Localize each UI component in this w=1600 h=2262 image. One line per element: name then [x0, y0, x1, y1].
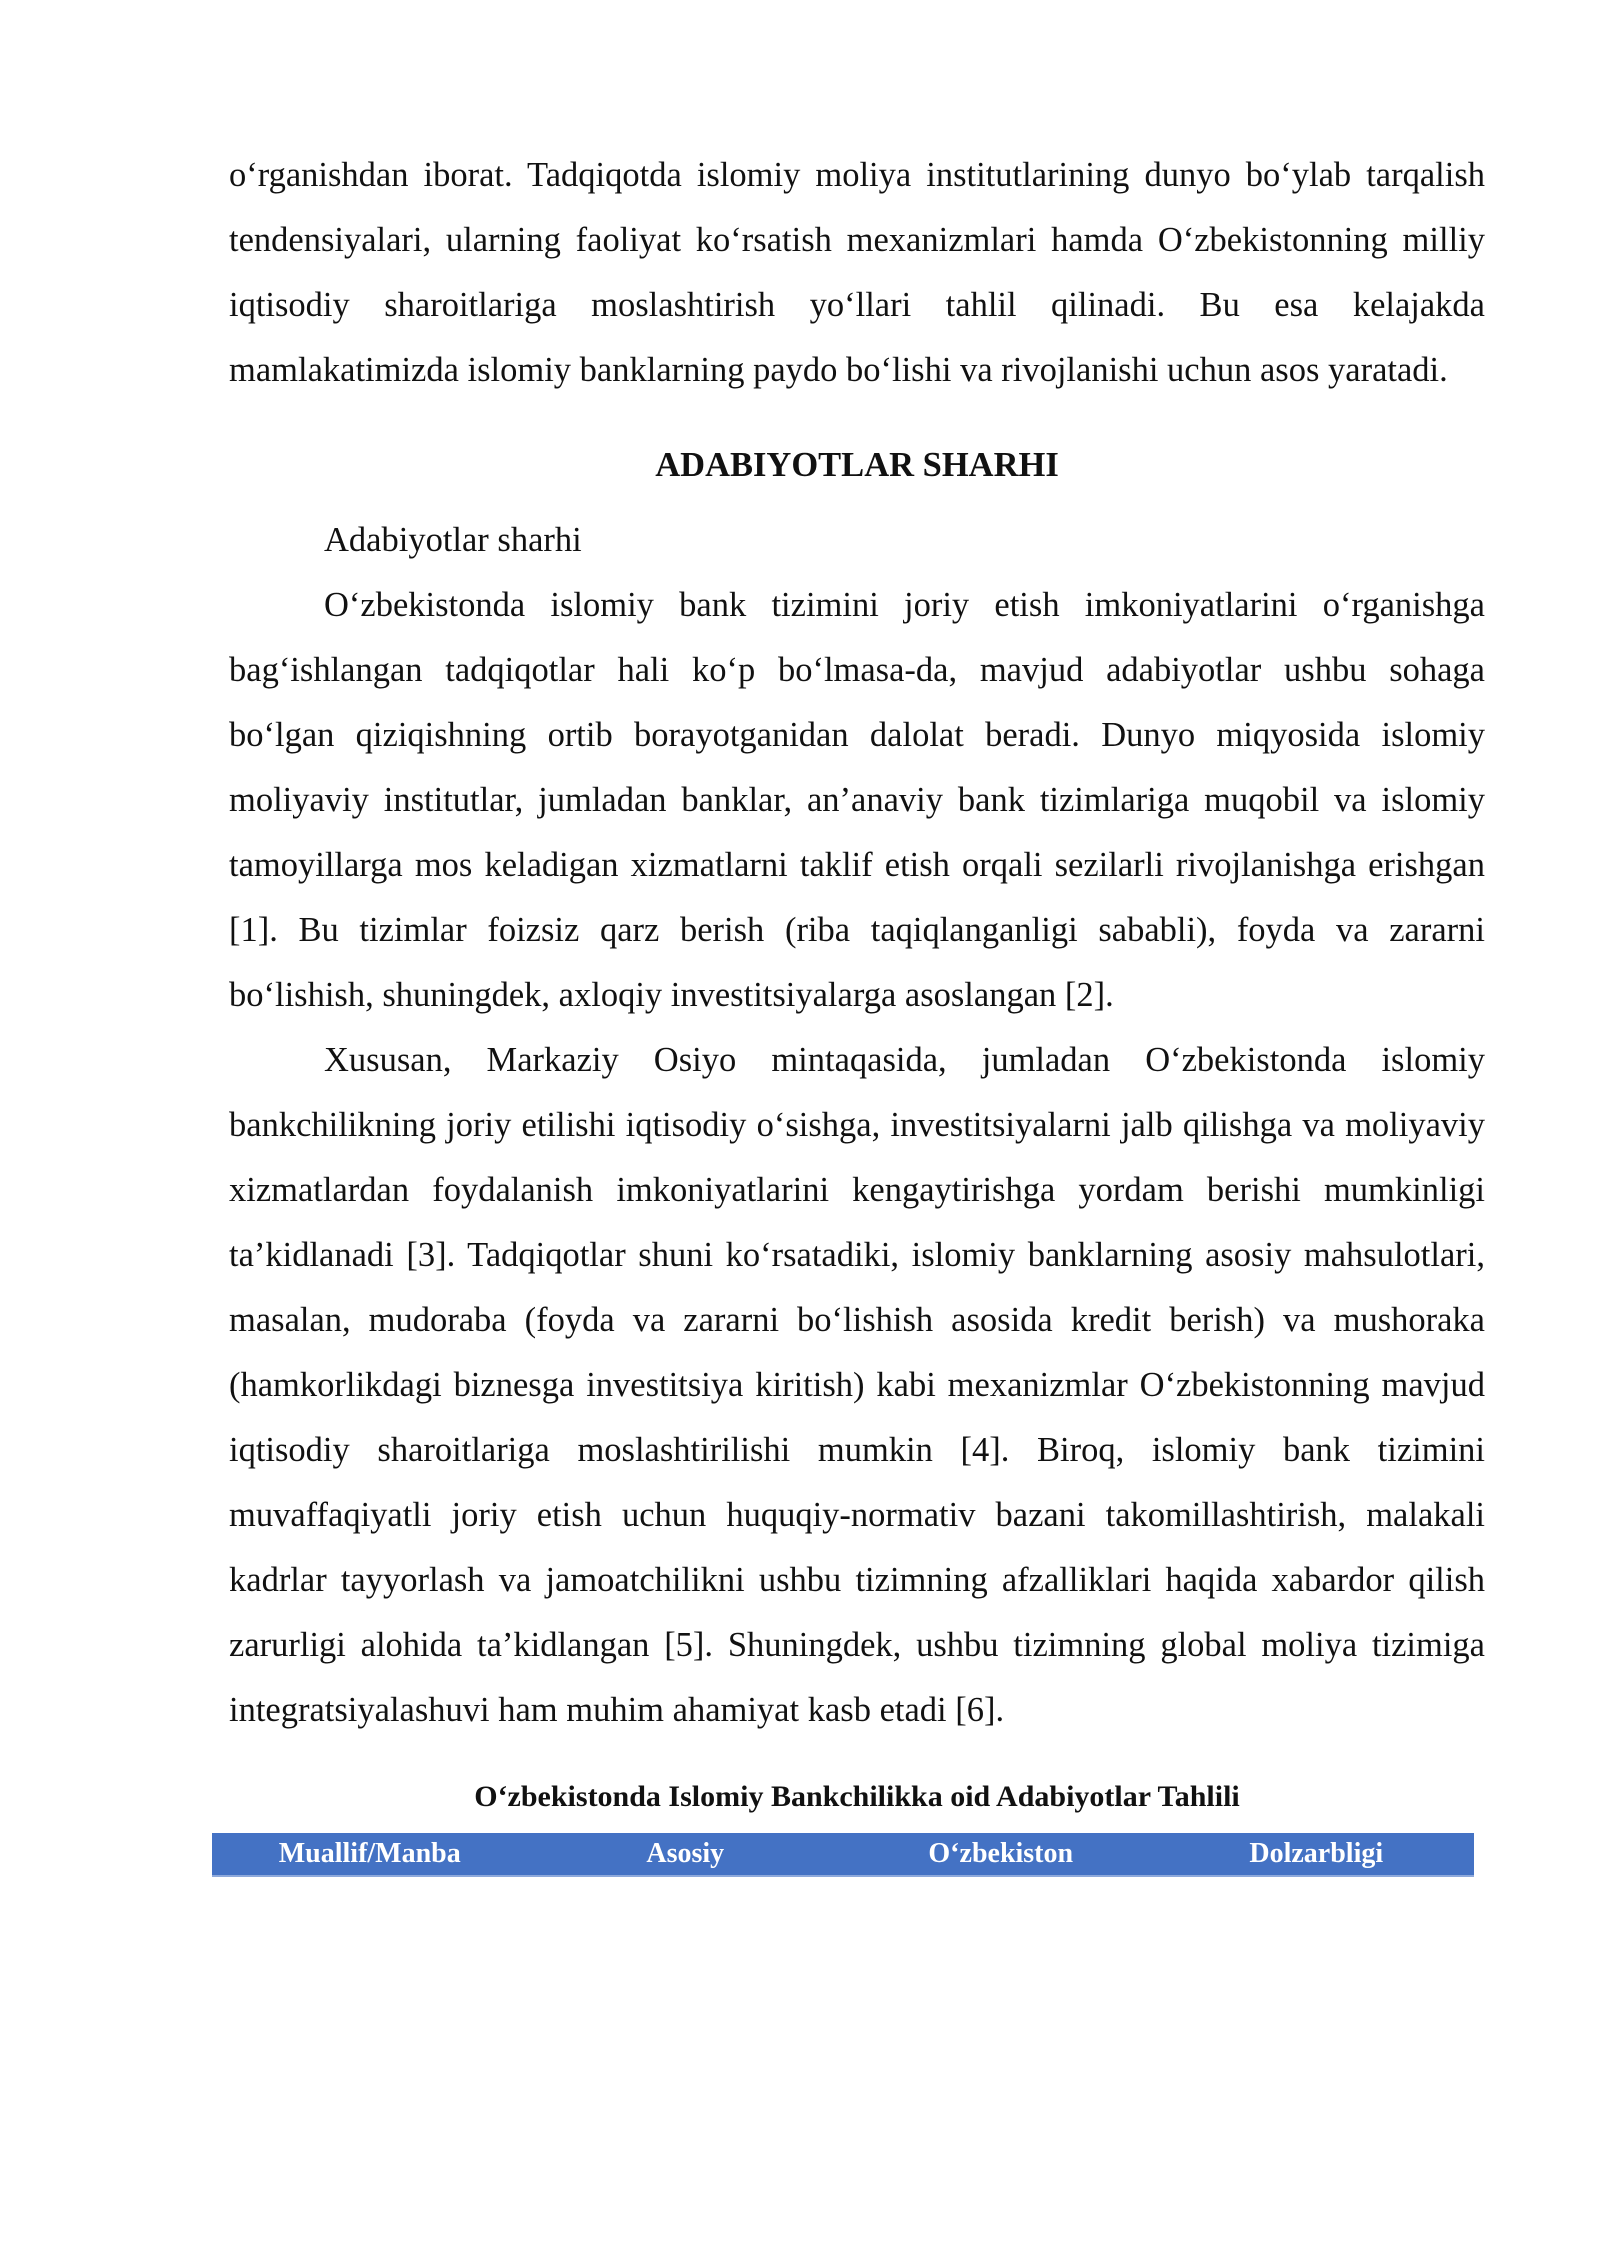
table-header-relevance: Dolzarbligi: [1249, 1838, 1384, 1869]
section-heading: ADABIYOTLAR SHARHI: [655, 446, 1059, 484]
table-header-main: Asosiy: [646, 1838, 725, 1869]
table-header-author: Muallif/Manba: [278, 1838, 461, 1869]
document-body: [229, 143, 1485, 1877]
table-caption: O‘zbekistonda Islomiy Bankchilikka oid Adabiyotlar Tahlili: [474, 1780, 1240, 1813]
body-paragraph-1: O‘zbekistonda islomiy bank tizimini joriy etish imkoniyatlarini o‘rganishga bag‘ishlangan tadqiqotlar hali ko‘p bo‘lmasa-da, mavjud adabiyotlar ushbu sohaga bo‘lgan qiziqishning ortib borayotganidan dalolat beradi. Dunyo miqyosida islomiy moliyaviy institutlar, jumladan banklar, an’anaviy bank tizimlariga muqobil va islomiy tamoyillarga mos keladigan xizmatlarni taklif etish orqali sezilarli rivojlanishga erishgan [1]. Bu tizimlar foizsiz qarz berish (riba taqiqlanganligi sababli), foyda va zararni bo‘lishish, shuningdek, axloqiy investitsiyalarga asoslangan [2].: [229, 586, 1485, 1014]
intro-paragraph: o‘rganishdan iborat. Tadqiqotda islomiy moliya institutlarining dunyo bo‘ylab tarqalish tendensiyalari, ularning faoliyat ko‘rsatish mexanizmlari hamda O‘zbekistonning milliy iqtisodiy sharoitlariga moslashtirish yo‘llari tahlil qilinadi. Bu esa kelajakda mamlakatimizda islomiy banklarning paydo bo‘lishi va rivojlanishi uchun asos yaratadi.: [229, 156, 1485, 389]
body-paragraph-2: Xususan, Markaziy Osiyo mintaqasida, jumladan O‘zbekistonda islomiy bankchilikning joriy etilishi iqtisodiy o‘sishga, investitsiyalarni jalb qilishga va moliyaviy xizmatlardan foydalanish imkoniyatlarini kengaytirishga yordam berishi mumkinligi ta’kidlanadi [3]. Tadqiqotlar shuni ko‘rsatadiki, islomiy banklarning asosiy mahsulotlari, masalan, mudoraba (foyda va zararni bo‘lishish asosida kredit berish) va mushoraka (hamkorlikdagi biznesga investitsiya kiritish) kabi mexanizmlar O‘zbekistonning mavjud iqtisodiy sharoitlariga moslashtirilishi mumkin [4]. Biroq, islomiy bank tizimini muvaffaqiyatli joriy etish uchun huquqiy-normativ bazani takomillashtirish, malakali kadrlar tayyorlash va jamoatchilikni ushbu tizimning afzalliklari haqida xabardor qilish zarurligi alohida ta’kidlangan [5]. Shuningdek, ushbu tizimning global moliya tizimiga integratsiyalashuvi ham muhim ahamiyat kasb etadi [6].: [229, 1041, 1485, 1729]
literature-table: [212, 1833, 1474, 1877]
table-header-row: [212, 1833, 1474, 1877]
sub-heading: Adabiyotlar sharhi: [324, 521, 582, 559]
table-header-uzbekistan: O‘zbekiston: [928, 1838, 1074, 1869]
